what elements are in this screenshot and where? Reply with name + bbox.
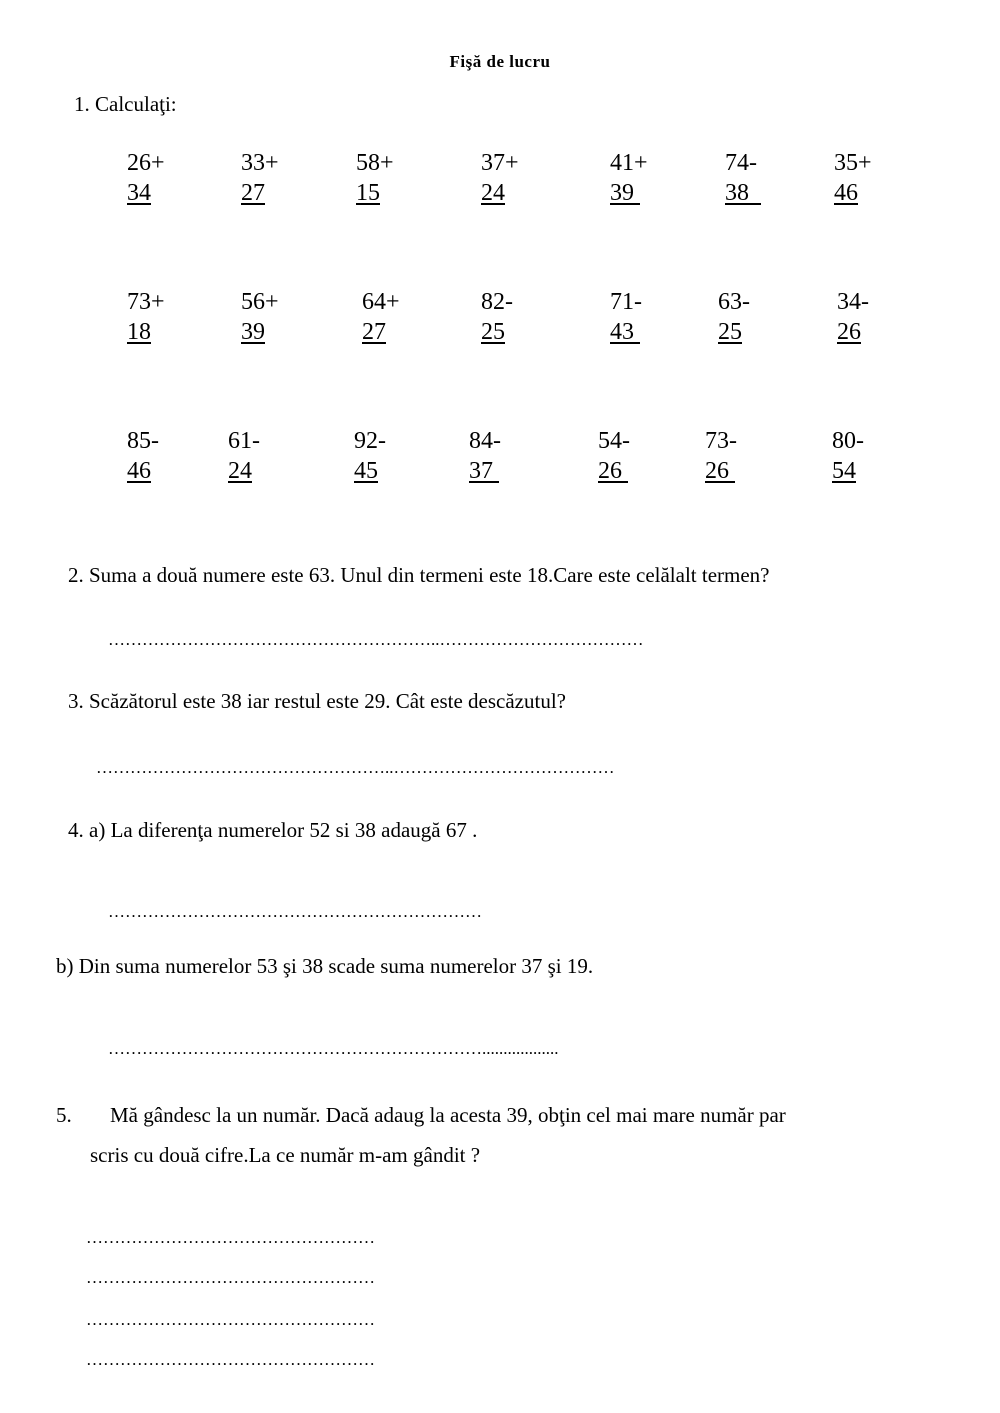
question-5-line-1: Mă gândesc la un număr. Dacă adaug la acesta 39, obţin cel mai mare număr par (110, 1103, 786, 1127)
operation (610, 287, 642, 347)
operand-top: 80- (832, 428, 864, 454)
question-5-answer-line: …………………………………………… (86, 1268, 375, 1287)
page-title: Fişă de lucru (449, 52, 551, 71)
operand-top: 58+ (356, 150, 394, 176)
operand-top: 92- (354, 428, 386, 454)
operand-bottom: 25 (481, 319, 505, 345)
operation (598, 426, 630, 486)
question-3-answer-line: ……………………………………………..………………………………… (96, 758, 615, 777)
operation (228, 426, 260, 486)
operand-bottom: 27 (241, 180, 265, 206)
operand-top: 34- (837, 289, 869, 315)
operand-top: 74- (725, 150, 757, 176)
operand-top: 35+ (834, 150, 872, 176)
operand-bottom: 39 (610, 180, 640, 206)
operation (481, 148, 519, 208)
operand-bottom: 26 (705, 458, 735, 484)
operation (362, 287, 400, 347)
question-2-text: 2. Suma a două numere este 63. Unul din termeni este 18.Care este celălalt termen? (68, 563, 770, 587)
operation (127, 287, 165, 347)
operand-top: 71- (610, 289, 642, 315)
operand-bottom: 54 (832, 458, 856, 484)
operand-top: 64+ (362, 289, 400, 315)
operation (127, 426, 159, 486)
question-5-answer-line: …………………………………………… (86, 1228, 375, 1247)
operand-bottom: 26 (598, 458, 628, 484)
operand-bottom: 24 (481, 180, 505, 206)
question-4a-answer-line: ………………………………………………………… (108, 902, 482, 921)
operand-top: 56+ (241, 289, 279, 315)
operand-top: 82- (481, 289, 513, 315)
operand-bottom: 27 (362, 319, 386, 345)
question-5-answer-line: …………………………………………… (86, 1350, 375, 1369)
operand-top: 73+ (127, 289, 165, 315)
operand-bottom: 46 (834, 180, 858, 206)
operand-bottom: 38 (725, 180, 761, 206)
operand-bottom: 24 (228, 458, 252, 484)
operand-top: 85- (127, 428, 159, 454)
operation (127, 148, 165, 208)
operand-top: 84- (469, 428, 501, 454)
operand-bottom: 39 (241, 319, 265, 345)
operand-bottom: 43 (610, 319, 640, 345)
operation (837, 287, 869, 347)
operation (834, 148, 872, 208)
operand-bottom: 46 (127, 458, 151, 484)
operand-bottom: 18 (127, 319, 151, 345)
operation (705, 426, 737, 486)
operand-bottom: 34 (127, 180, 151, 206)
question-5-number: 5. (56, 1103, 72, 1127)
question-4a-text: 4. a) La diferenţa numerelor 52 si 38 adaugă 67 . (68, 818, 478, 842)
operand-top: 33+ (241, 150, 279, 176)
question-5-line-2: scris cu două cifre.La ce număr m-am gândit ? (90, 1143, 481, 1167)
operation (469, 426, 501, 486)
operation (610, 148, 648, 208)
operand-bottom: 25 (718, 319, 742, 345)
operation (354, 426, 386, 486)
operand-bottom: 26 (837, 319, 861, 345)
operation (241, 148, 279, 208)
question-2-answer-line: …………………………………………………..……………………………… (108, 630, 644, 649)
question-3-text: 3. Scăzătorul este 38 iar restul este 29. Cât este descăzutul? (68, 689, 566, 713)
operand-top: 37+ (481, 150, 519, 176)
operand-top: 54- (598, 428, 630, 454)
operation (725, 148, 761, 208)
question-1-label: 1. Calculaţi: (74, 92, 177, 116)
operation (481, 287, 513, 347)
operation (241, 287, 279, 347)
operand-top: 61- (228, 428, 260, 454)
question-4b-answer-line: ………………………………………………………….................. (108, 1039, 559, 1058)
operand-bottom: 37 (469, 458, 499, 484)
operand-top: 73- (705, 428, 737, 454)
operation (718, 287, 750, 347)
operand-top: 63- (718, 289, 750, 315)
operation (832, 426, 864, 486)
operand-top: 41+ (610, 150, 648, 176)
question-5-answer-line: …………………………………………… (86, 1310, 375, 1329)
question-4b-text: b) Din suma numerelor 53 şi 38 scade suma numerelor 37 şi 19. (56, 954, 594, 978)
operand-bottom: 15 (356, 180, 380, 206)
operand-top: 26+ (127, 150, 165, 176)
operation (356, 148, 394, 208)
operand-bottom: 45 (354, 458, 378, 484)
